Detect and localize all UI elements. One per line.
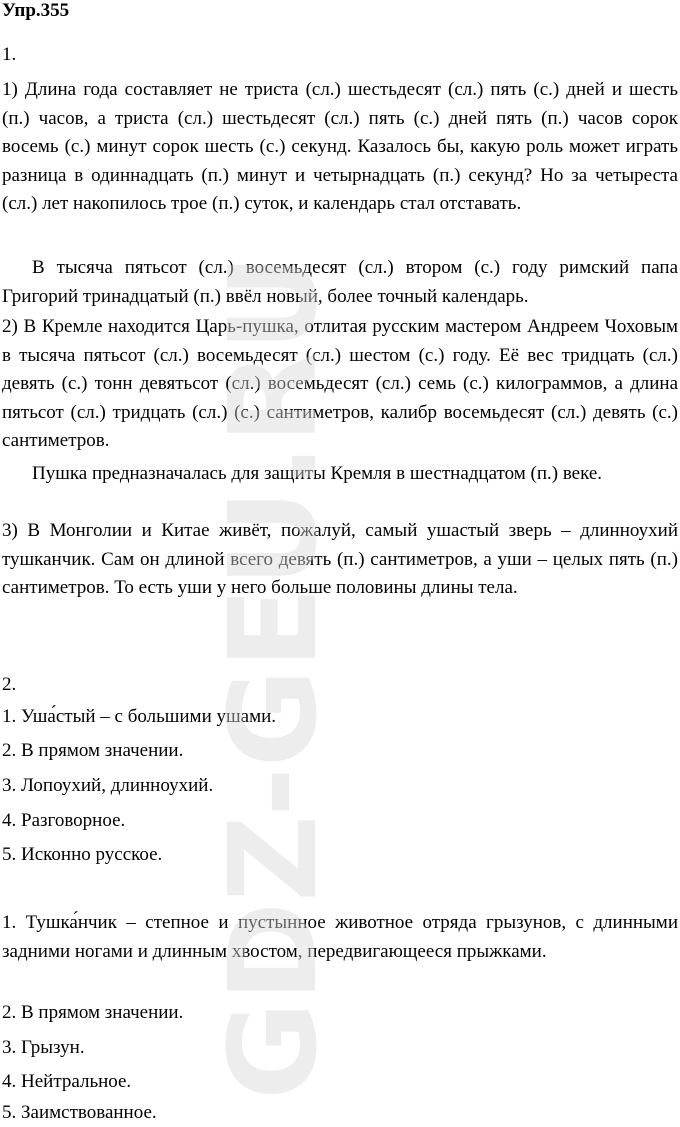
section-3-paragraph-1: 1. Тушка́нчик – степное и пустынное животное отряда грызунов, с длинными задними ногами и длинным хвостом, передвигающееся прыжками. <box>2 912 678 962</box>
section-2-item: 1. Уша́стый – с большими ушами. <box>2 706 277 727</box>
section-1-number: 1. <box>2 44 17 65</box>
section-2-item: 4. Разговорное. <box>2 810 126 831</box>
section-3-item: 5. Заимствованное. <box>2 1102 157 1123</box>
section-2-item: 2. В прямом значении. <box>2 740 184 761</box>
section-3-item: 2. В прямом значении. <box>2 1002 184 1023</box>
section-1-paragraph-4: Пушка предназначалась для защиты Кремля в шестнадцатом (п.) веке. <box>32 463 603 484</box>
section-2-number: 2. <box>2 674 17 695</box>
section-1-paragraph-3: 2) В Кремле находится Царь-пушка, отлитая русским мастером Андреем Чоховым в тысяча пятьсот (сл.) восемьдесят (сл.) шестом (с.) году. Её вес тридцать (сл.) девять (с.) тонн девятьсот (сл.) восемьдесят (сл.) семь (с.) килограммов, а длина пятьсот (сл.) тридцать (сл.) (с.) сантиметров, калибр восемьдесят (сл.) девять (с.) сантиметров. <box>2 316 678 451</box>
section-1-paragraph-1: 1) Длина года составляет не триста (сл.) шестьдесят (сл.) пять (с.) дней и шесть (п.) часов, а триста (сл.) шестьдесят (сл.) пять (с.) дней пять (п.) часов сорок восемь (с.) минут сорок шесть (с.) секунд. Казалось бы, какую роль может играть разница в одиннадцать (п.) минут и четырнадцать (п.) секунд? Но за четыреста (сл.) лет накопилось трое (п.) суток, и календарь стал отставать. <box>2 79 678 214</box>
section-3-item: 4. Нейтральное. <box>2 1071 132 1092</box>
watermark-text: GDZ-GEU.RU <box>205 253 344 1100</box>
exercise-title: Упр.355 <box>2 0 70 21</box>
section-2-item: 5. Исконно русское. <box>2 844 163 865</box>
section-3-item: 3. Грызун. <box>2 1037 85 1058</box>
section-1-paragraph-2: В тысяча пятьсот (сл.) восемьдесят (сл.) втором (с.) году римский папа Григорий тринадцатый (п.) ввёл новый, более точный календарь. <box>2 257 678 307</box>
section-2-item: 3. Лопоухий, длинноухий. <box>2 775 214 796</box>
section-1-paragraph-5: 3) В Монголии и Китае живёт, пожалуй, самый ушастый зверь – длинноухий тушканчик. Сам он длиной всего девять (п.) сантиметров, а уши – целых пять (п.) сантиметров. То есть уши у него больше половины длины тела. <box>2 520 678 598</box>
